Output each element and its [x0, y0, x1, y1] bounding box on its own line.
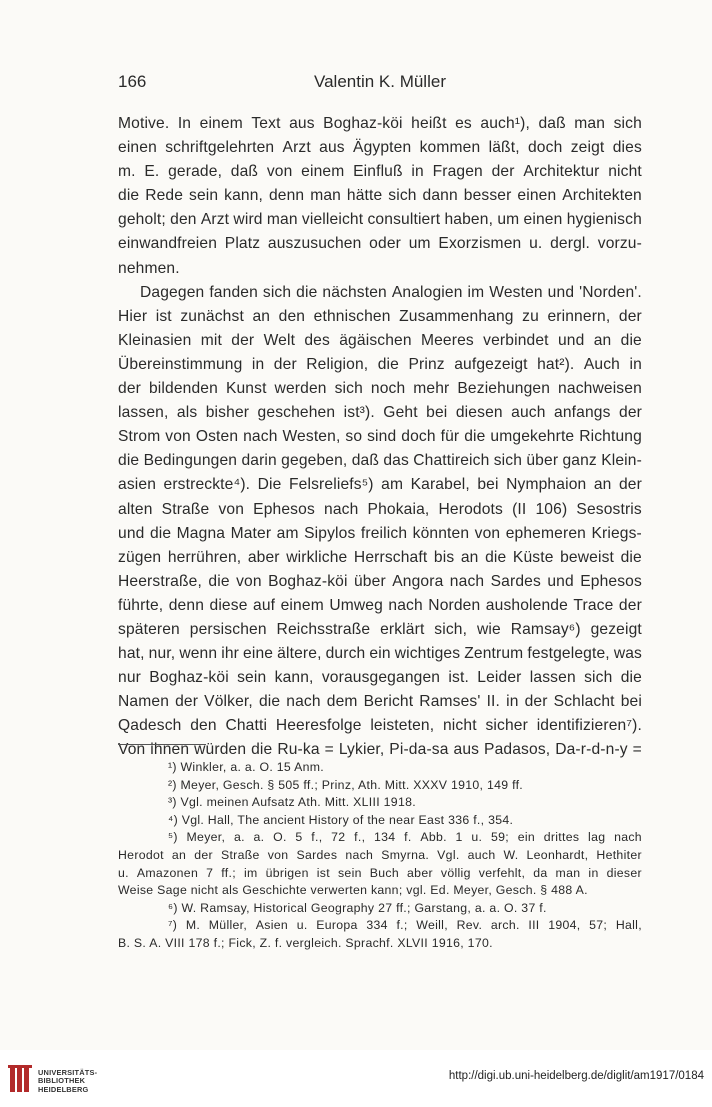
body-line: einwandfreien Platz auszusuchen oder um Exorzismen u. dergl. vorzu-	[118, 235, 642, 253]
body-line: asien erstreckte⁴). Die Felsreliefs⁵) am Karabel, bei Nymphaion an der	[118, 476, 642, 494]
body-line: der bildenden Kunst werden sich noch mehr Beziehungen nachweisen	[118, 380, 642, 398]
footnote: ⁵) Meyer, a. a. O. 5 f., 72 f., 134 f. Abb. 1 u. 59; ein drittes lag nach	[168, 830, 642, 845]
library-logo-icon	[8, 1065, 32, 1095]
body-line: Namen der Völker, die nach dem Bericht Ramses' II. in der Schlacht bei	[118, 693, 642, 711]
footnotes	[118, 759, 642, 953]
body-line: Übereinstimmung in der Religion, die Prinz aufgezeigt hat²). Auch in	[118, 355, 642, 373]
footnote: ³) Vgl. meinen Aufsatz Ath. Mitt. XLIII 1918.	[168, 795, 416, 810]
body-line: Heerstraße, die von Boghaz-köi über Angora nach Sardes und Ephesos	[118, 572, 642, 590]
library-name-line: UNIVERSITÄTS-	[38, 1068, 98, 1077]
body-line: m. E. gerade, daß von einem Einfluß in Fragen der Architektur nicht	[118, 163, 642, 181]
body-line: Qadesch den Chatti Heeresfolge leisteten, nicht sicher identifizieren⁷).	[118, 717, 642, 735]
body-line: Hier ist zunächst an den ethnischen Zusammenhang zu erinnern, der	[118, 307, 642, 325]
body-line: die Bedingungen darin gegeben, daß das Chattireich sich über ganz Klein-	[118, 452, 642, 470]
page-header	[118, 72, 642, 94]
footnote: ⁷) M. Müller, Asien u. Europa 334 f.; Weill, Rev. arch. III 1904, 57; Hall,	[168, 918, 642, 933]
footnote: ⁴) Vgl. Hall, The ancient History of the near East 336 f., 354.	[168, 812, 514, 827]
body-line: Kleinasien mit der Welt des ägäischen Meeres verbindet und an die	[118, 331, 642, 349]
body-line: Von ihnen würden die Ru-ka = Lykier, Pi-da-sa aus Padasos, Da-r-d-n-y =	[118, 741, 642, 759]
footnote: ²) Meyer, Gesch. § 505 ff.; Prinz, Ath. Mitt. XXXV 1910, 149 ff.	[168, 777, 524, 792]
body-line: späteren persischen Reichsstraße erklärt sich, wie Ramsay⁶) gezeigt	[118, 620, 642, 638]
body-line: führte, denn diese auf einem Umweg nach Norden ausholende Trace der	[118, 596, 642, 614]
footnote-rule	[118, 744, 206, 745]
page-number: 166	[118, 72, 147, 91]
footnote: ¹) Winkler, a. a. O. 15 Anm.	[168, 760, 325, 774]
body-line: Motive. In einem Text aus Boghaz-köi heißt es auch¹), daß man sich	[118, 115, 642, 132]
library-name-line: HEIDELBERG	[38, 1084, 89, 1094]
library-name	[38, 1069, 97, 1094]
footer	[0, 1050, 712, 1107]
body-line: und die Magna Mater am Sipylos freilich könnten von ephemeren Kriegs-	[118, 524, 642, 542]
body-line: die Rede sein kann, denn man hätte sich dann besser einen Architekten	[118, 187, 642, 205]
body-line: hat, nur, wenn ihr eine ältere, durch ein wichtiges Zentrum festgelegte, was	[118, 645, 642, 663]
body-line: einen schriftgelehrten Arzt aus Ägypten kommen läßt, doch zeigt dies	[118, 139, 642, 157]
library-name-line: BIBLIOTHEK	[38, 1076, 86, 1086]
footnote: u. Amazonen 7 ff.; im übrigen ist sein Buch aber völlig verfehlt, da man in dieser	[118, 865, 642, 880]
footnote: Herodot an der Straße von Sardes nach Smyrna. Vgl. auch W. Leonhardt, Hethiter	[118, 847, 642, 862]
body-text	[118, 112, 642, 763]
body-line: alten Straße von Ephesos nach Phokaia, Herodots (II 106) Sesostris	[118, 500, 642, 518]
footnote: Weise Sage nicht als Geschichte verwerten kann; vgl. Ed. Meyer, Gesch. § 488 A.	[118, 883, 588, 898]
body-line: Dagegen fanden sich die nächsten Analogien im Westen und 'Norden'.	[140, 283, 642, 301]
source-url-link[interactable]: http://digi.ub.uni-heidelberg.de/diglit/am1917/0184	[448, 1070, 704, 1082]
body-line: Strom von Osten nach Westen, so sind doch für die umgekehrte Richtung	[118, 428, 642, 446]
body-line: geholt; den Arzt wird man vielleicht consultiert haben, um einen hygienisch	[118, 211, 642, 229]
footnote: B. S. A. VIII 178 f.; Fick, Z. f. vergleich. Sprachf. XLVII 1916, 170.	[118, 935, 493, 950]
body-line: lassen, als bisher geschehen ist³). Geht bei diesen auch anfangs der	[118, 404, 642, 422]
running-head: Valentin K. Müller	[314, 72, 446, 91]
body-line: nehmen.	[118, 259, 180, 277]
footnote: ⁶) W. Ramsay, Historical Geography 27 ff.; Garstang, a. a. O. 37 f.	[168, 900, 547, 915]
body-line: nur Boghaz-köi sein kann, vorausgegangen ist. Leider lassen sich die	[118, 669, 642, 687]
body-line: zügen herrühren, aber wirkliche Herrschaft bis an die Küste beweist die	[118, 548, 642, 566]
